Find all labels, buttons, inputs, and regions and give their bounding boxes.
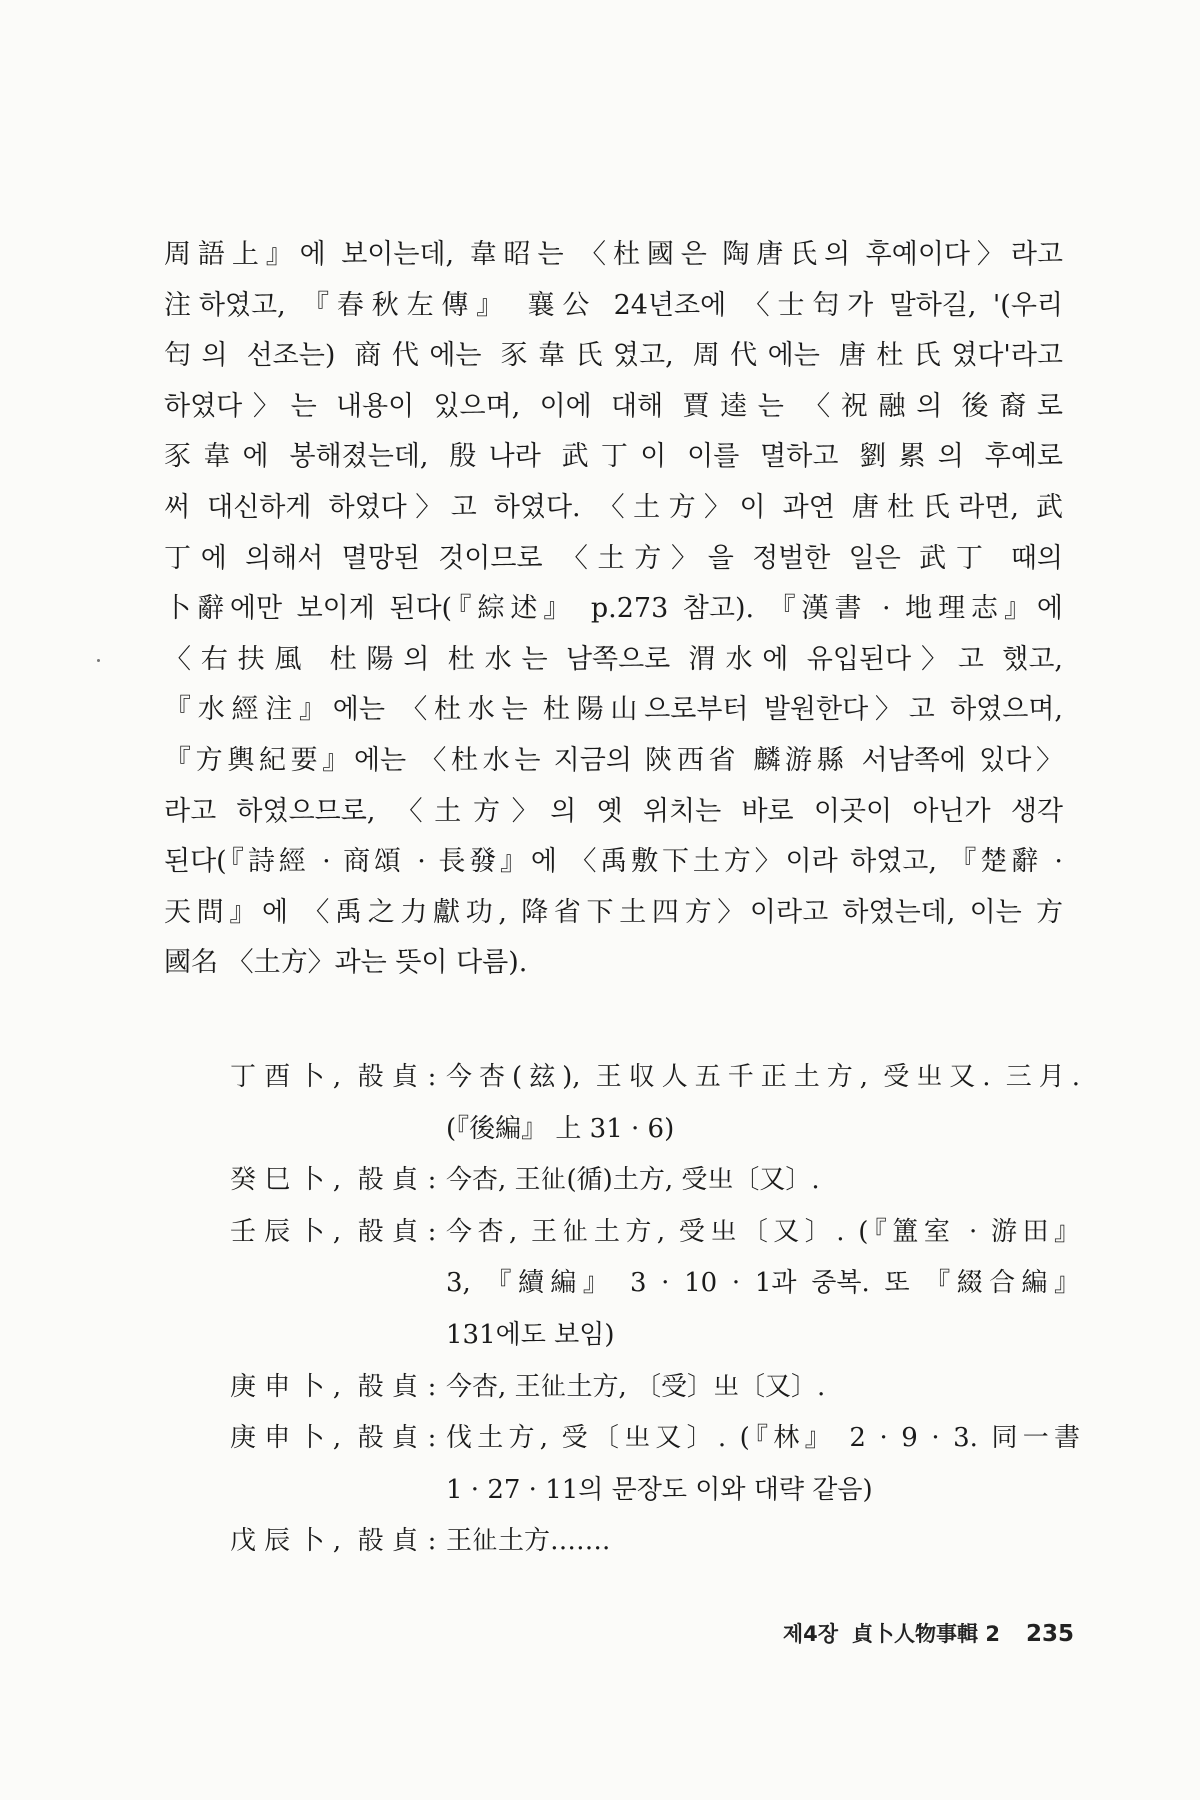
inscription-line: 伐土方, 受〔㞢又〕. (『林』 2 · 9 · 3. 同一書 xyxy=(446,1423,1080,1454)
inscription-label: 庚申卜, 㱿貞 xyxy=(230,1371,418,1402)
inscription-line: 今杏, 王𢓊土方, 受㞢〔又〕. (『簠室 · 游田』 xyxy=(446,1216,1080,1247)
inscription-line: 1 · 27 · 11의 문장도 이와 대략 같음) xyxy=(446,1474,873,1505)
inscription-entry xyxy=(230,1413,1080,1516)
inscription-label: 壬辰卜, 㱿貞 xyxy=(230,1216,418,1247)
inscription-separator: : xyxy=(427,1062,437,1092)
paragraph-line: 注하였고, 『春秋左傳』 襄公 24년조에 〈士匄가 말하길, '(우리 xyxy=(164,289,1063,321)
inscription-line: 131에도 보임) xyxy=(446,1319,615,1350)
inscription-label: 癸巳卜, 㱿貞 xyxy=(230,1165,418,1196)
paragraph-line: 國名 〈土方〉과는 뜻이 다름). xyxy=(164,947,528,979)
inscription-text xyxy=(446,1155,1080,1207)
inscription-line: 王𢓊土方……. xyxy=(446,1526,611,1557)
paragraph-line: 라고 하였으므로, 〈土方〉의 옛 위치는 바로 이곳이 아닌가 생각 xyxy=(164,795,1063,827)
paragraph-line: 하였다〉는 내용이 있으며, 이에 대해 賈逵는 〈祝融의 後裔로 xyxy=(164,390,1063,422)
inscription-text xyxy=(446,1516,1080,1568)
inscription-label: 丁酉卜, 㱿貞 xyxy=(230,1062,418,1092)
inscription-line: (『後編』 上 31 · 6) xyxy=(446,1113,675,1144)
inscription-text xyxy=(446,1362,1080,1414)
inscription-entry xyxy=(230,1155,1080,1207)
footer-chapter: 제4장 xyxy=(782,1622,839,1646)
inscription-text xyxy=(446,1052,1080,1155)
paragraph-line: 卜辭에만 보이게 된다(『綜述』 p.273 참고). 『漢書 · 地理志』에 xyxy=(164,593,1063,625)
inscription-entry xyxy=(230,1052,1080,1155)
running-footer xyxy=(783,1616,1074,1652)
inscription-separator: : xyxy=(427,1423,437,1454)
paragraph-line: 『水經注』에는 〈杜水는 杜陽山으로부터 발원한다〉고 하였으며, xyxy=(164,694,1063,726)
inscription-text xyxy=(446,1207,1080,1362)
inscription-line: 今杏, 王𢓊土方, 〔受〕㞢〔又〕. xyxy=(446,1371,826,1402)
inscription-text xyxy=(446,1413,1080,1516)
inscription-separator: : xyxy=(427,1216,437,1247)
paragraph-line: 丁에 의해서 멸망된 것이므로 〈土方〉을 정벌한 일은 武丁 때의 xyxy=(164,542,1063,574)
inscription-separator: : xyxy=(427,1165,437,1196)
paragraph-line: 豕韋에 봉해졌는데, 殷나라 武丁이 이를 멸하고 劉累의 후예로 xyxy=(164,441,1063,473)
inscription-line: 今杏(玆), 王収人五千正土方, 受㞢又. 三月. xyxy=(446,1062,1080,1092)
paragraph-line: 天問』에 〈禹之力獻功, 降省下土四方〉이라고 하였는데, 이는 方 xyxy=(164,896,1063,928)
paragraph-line: 周語上』에 보이는데, 韋昭는 〈杜國은 陶唐氏의 후예이다〉라고 xyxy=(164,239,1063,270)
footer-title: 貞卜人物事輯 2 xyxy=(852,1622,1000,1646)
paragraph-line: 匄의 선조는) 商代에는 豕韋氏였고, 周代에는 唐杜氏였다'라고 xyxy=(164,340,1063,372)
inscription-entry xyxy=(230,1207,1080,1362)
inscription-separator: : xyxy=(427,1371,437,1402)
inscription-label: 戊辰卜, 㱿貞 xyxy=(230,1526,418,1557)
paragraph-line: 〈右扶風 杜陽의 杜水는 남쪽으로 渭水에 유입된다〉고 했고, xyxy=(164,643,1063,675)
inscription-label: 庚申卜, 㱿貞 xyxy=(230,1423,418,1454)
inscription-entry xyxy=(230,1516,1080,1568)
inscription-line: 今杏, 王𢓊(循)土方, 受㞢〔又〕. xyxy=(446,1165,820,1196)
inscription-line: 3, 『續編』 3 · 10 · 1과 중복. 또 『綴合編』 xyxy=(446,1268,1080,1299)
scan-speck xyxy=(97,659,100,662)
inscription-list xyxy=(230,1052,1080,1568)
paragraph-line: 『方輿紀要』에는 〈杜水는 지금의 陝西省 麟游縣 서남쪽에 있다〉 xyxy=(164,744,1063,776)
inscription-separator: : xyxy=(427,1526,437,1557)
page-number: 235 xyxy=(1025,1621,1074,1647)
inscription-entry xyxy=(230,1362,1080,1414)
paragraph-line: 써 대신하게 하였다〉고 하였다. 〈土方〉이 과연 唐杜氏라면, 武 xyxy=(164,491,1063,523)
paragraph-line: 된다(『詩經 · 商頌 · 長發』에 〈禹敷下土方〉이라 하였고, 『楚辭 · xyxy=(164,846,1063,878)
body-paragraph xyxy=(164,230,1063,989)
